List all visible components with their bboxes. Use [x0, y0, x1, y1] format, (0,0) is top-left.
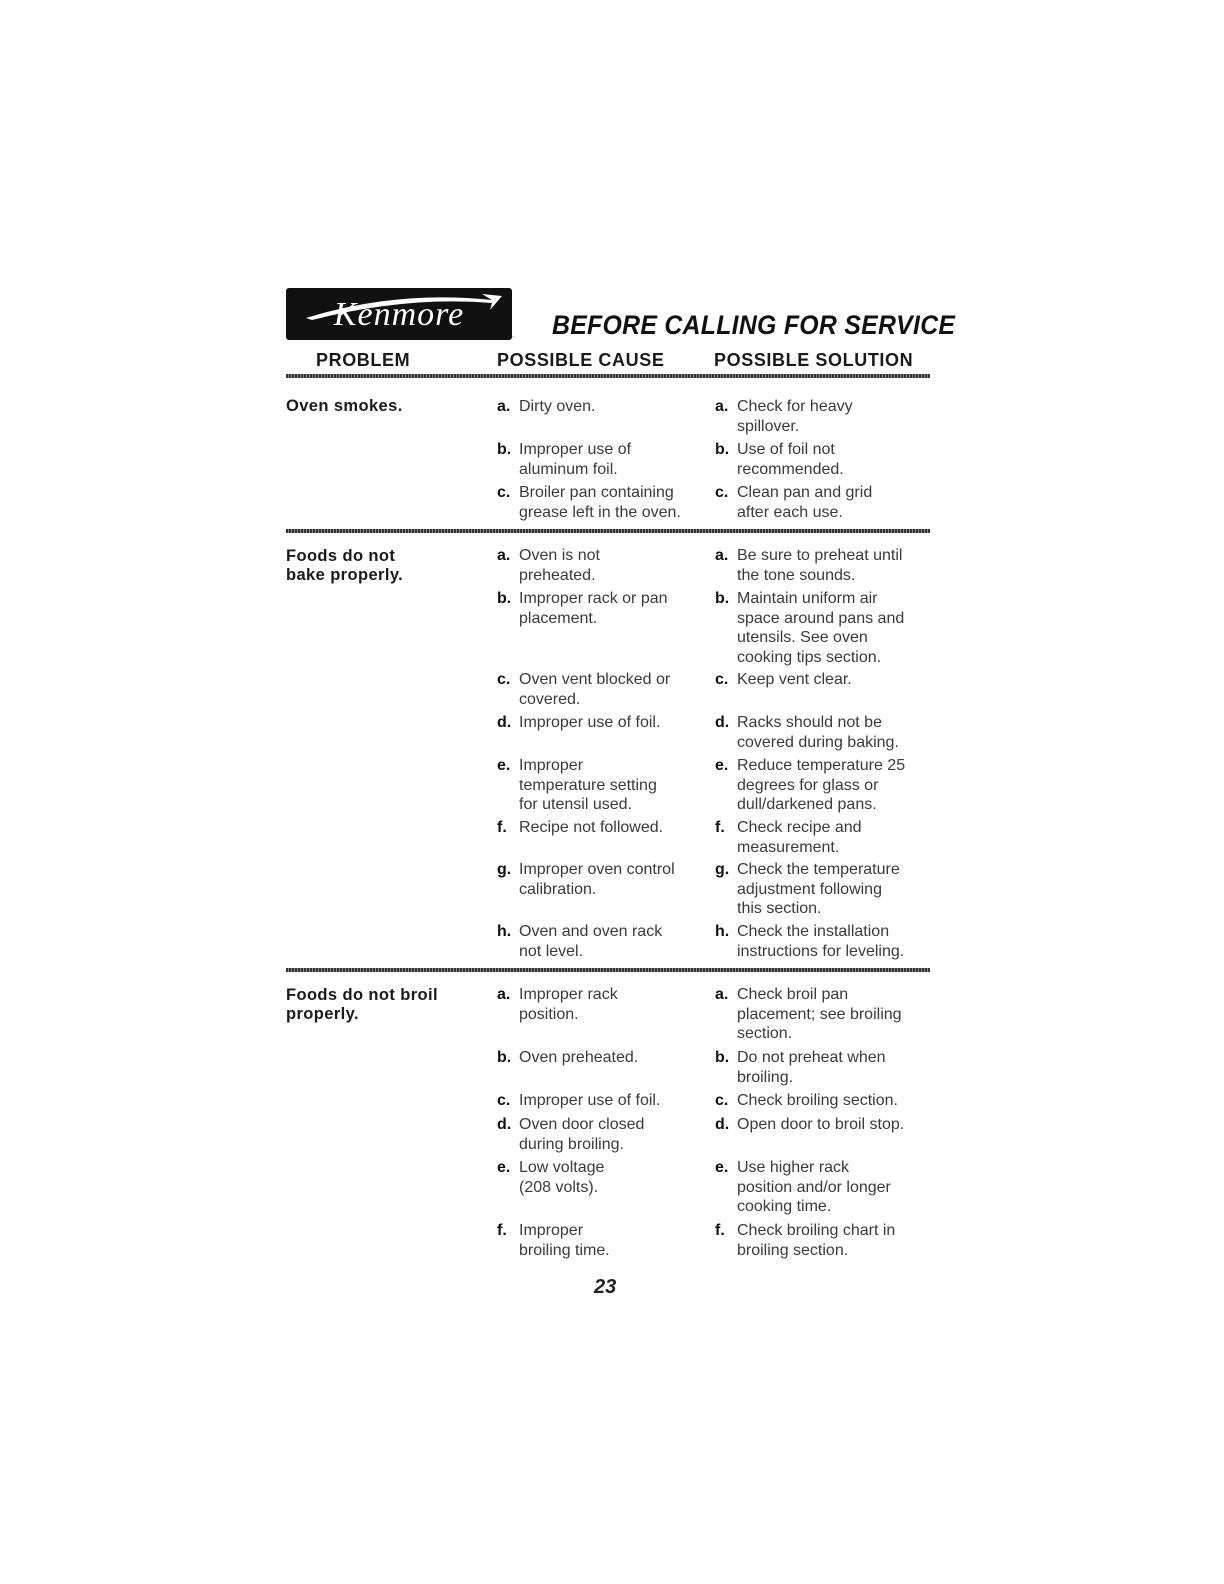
- page-title: BEFORE CALLING FOR SERVICE: [552, 310, 956, 340]
- solution-item: b. Use of foil not recommended.: [715, 441, 844, 478]
- column-header-problem: PROBLEM: [316, 350, 411, 370]
- solution-item: a. Check for heavy spillover.: [715, 398, 853, 435]
- cause-item: f. Recipe not followed.: [497, 819, 664, 836]
- solution-item: c. Clean pan and grid after each use.: [715, 484, 873, 521]
- solution-item: b. Maintain uniform air space around pans and utensils. See oven cooking tips section.: [715, 590, 905, 666]
- cause-item: c. Broiler pan containing grease left in the oven.: [497, 484, 681, 521]
- header-divider: [286, 374, 930, 378]
- kenmore-logo: [286, 288, 515, 340]
- page-number: 23: [594, 1276, 617, 1298]
- cause-item: b. Improper rack or pan placement.: [497, 590, 668, 627]
- solution-item: f. Check recipe and measurement.: [715, 819, 862, 856]
- column-header-cause: POSSIBLE CAUSE: [497, 350, 665, 370]
- cause-item: e. Improper temperature setting for utensil used.: [497, 757, 657, 813]
- solution-item: e. Use higher rack position and/or longer cooking time.: [715, 1159, 891, 1215]
- cause-item: e. Low voltage (208 volts).: [497, 1159, 605, 1196]
- cause-item: c. Oven vent blocked or covered.: [497, 671, 671, 708]
- brand-name: Kenmore: [333, 296, 465, 333]
- solution-item: c. Keep vent clear.: [715, 671, 852, 688]
- cause-item: h. Oven and oven rack not level.: [497, 923, 663, 960]
- cause-item: d. Improper use of foil.: [497, 714, 661, 731]
- solution-item: d. Open door to broil stop.: [715, 1116, 905, 1133]
- solution-item: b. Do not preheat when broiling.: [715, 1049, 886, 1086]
- section-divider: [286, 968, 930, 972]
- solution-item: f. Check broiling chart in broiling section.: [715, 1222, 896, 1259]
- cause-item: c. Improper use of foil.: [497, 1092, 661, 1109]
- solution-item: c. Check broiling section.: [715, 1092, 898, 1109]
- solution-item: a. Check broil pan placement; see broiling section.: [715, 986, 902, 1042]
- solution-item: d. Racks should not be covered during baking.: [715, 714, 899, 751]
- solution-item: g. Check the temperature adjustment following this section.: [715, 861, 900, 917]
- column-header-solution: POSSIBLE SOLUTION: [714, 350, 914, 370]
- solution-item: a. Be sure to preheat until the tone sounds.: [715, 547, 903, 584]
- cause-item: a. Oven is not preheated.: [497, 547, 600, 584]
- problem-oven-smokes: Oven smokes.: [286, 397, 403, 415]
- section-divider: [286, 529, 930, 533]
- cause-item: b. Improper use of aluminum foil.: [497, 441, 632, 478]
- cause-item: d. Oven door closed during broiling.: [497, 1116, 645, 1153]
- problem-bake: Foods do not bake properly.: [286, 547, 404, 584]
- cause-item: f. Improper broiling time.: [497, 1222, 610, 1259]
- cause-item: a. Dirty oven.: [497, 398, 596, 415]
- cause-item: b. Oven preheated.: [497, 1049, 639, 1066]
- solution-item: e. Reduce temperature 25 degrees for glass or dull/darkened pans.: [715, 757, 906, 813]
- brand-mark: .: [512, 330, 515, 339]
- cause-item: a. Improper rack position.: [497, 986, 618, 1023]
- cause-item: g. Improper oven control calibration.: [497, 861, 675, 898]
- solution-item: h. Check the installation instructions for leveling.: [715, 923, 905, 960]
- problem-broil: Foods do not broil properly.: [286, 986, 439, 1023]
